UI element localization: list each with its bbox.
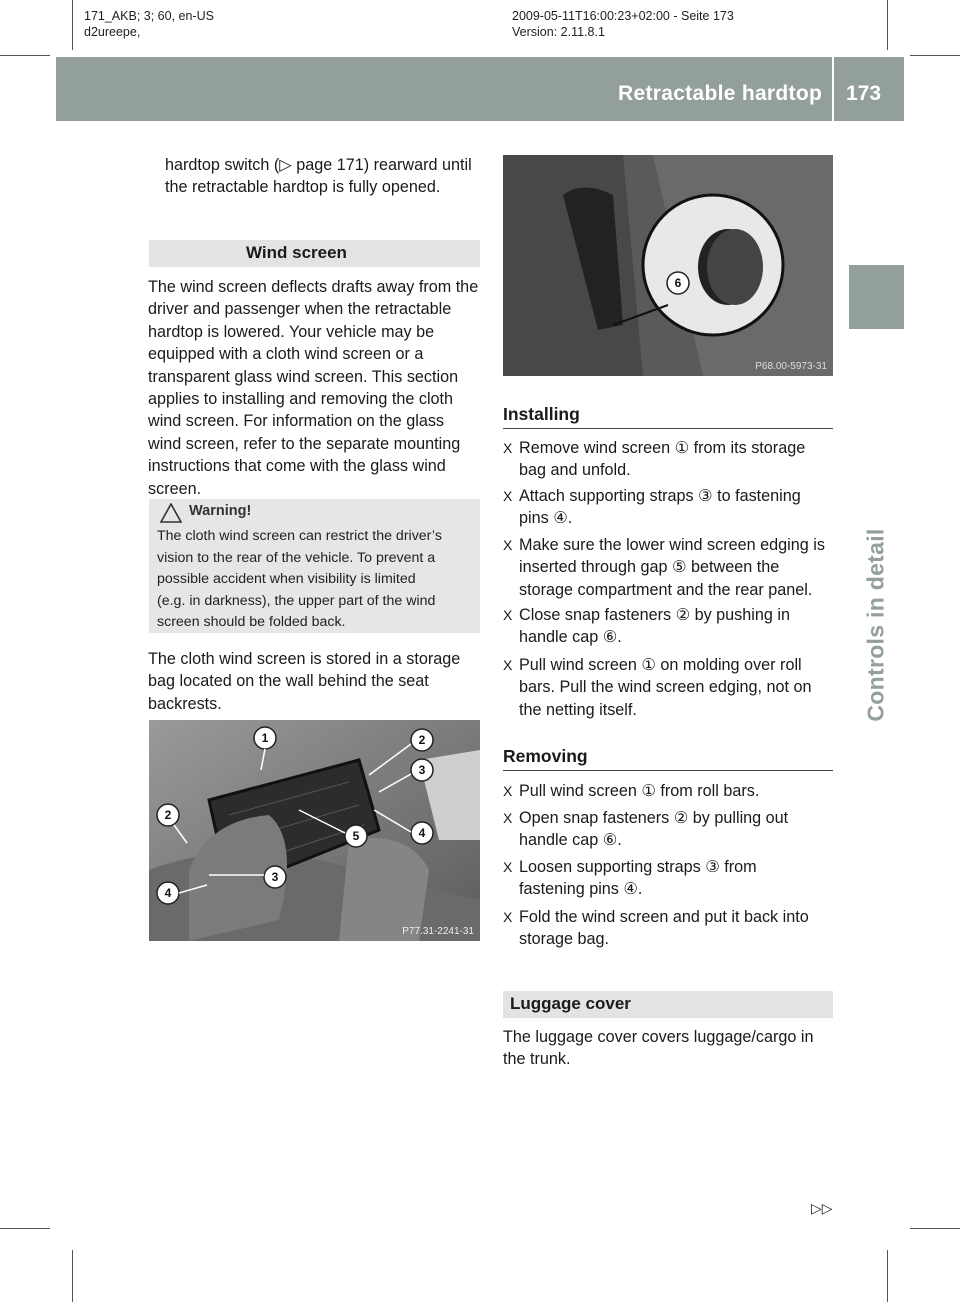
continue-arrows-icon: ▷▷ (811, 1200, 833, 1216)
page-title: Retractable hardtop (618, 82, 823, 105)
section-heading: Wind screen (246, 243, 347, 262)
text-line: The wind screen deflects drafts away from the (148, 278, 479, 296)
callout-label: 5 (352, 829, 360, 843)
wind-screen-figure (149, 720, 480, 941)
callout-label: 3 (418, 763, 426, 777)
step-line: Attach supporting straps ③ to fastening (519, 487, 801, 505)
wind-screen-paragraph (148, 276, 484, 500)
step-item (503, 534, 835, 601)
text-line: applies to installing and removing the cloth (148, 390, 454, 409)
step-line: storage bag. (519, 930, 609, 949)
step-marker: X (503, 810, 513, 826)
crop-mark (887, 0, 888, 50)
step-marker: X (503, 859, 513, 875)
warning-text (157, 526, 477, 634)
header-divider (832, 57, 834, 121)
text-line: the retractable hardtop is fully opened. (165, 178, 441, 197)
step-line: Pull wind screen ① on molding over roll (519, 656, 802, 674)
step-line: bars. Pull the wind screen edging, not on (519, 678, 812, 697)
warning-line: screen should be folded back. (157, 614, 346, 630)
step-marker: X (503, 488, 513, 504)
storage-paragraph (148, 648, 484, 715)
text-line: wind screen. For information on the glass (148, 412, 445, 431)
step-line: storage compartment and the rear panel. (519, 580, 813, 599)
text-line: hardtop switch (▷ page 171) rearward until (165, 156, 472, 174)
crop-mark (72, 1250, 73, 1302)
warning-line: vision to the rear of the vehicle. To prevent a (157, 549, 436, 566)
step-marker: X (503, 440, 513, 456)
text-line: wind screen, refer to the separate mounting (148, 434, 461, 453)
luggage-paragraph (503, 1026, 839, 1071)
step-line: pins ④. (519, 509, 573, 528)
page-number: 173 (846, 82, 882, 105)
step-line: handle cap ⑥. (519, 831, 622, 850)
step-line: Close snap fasteners ② by pushing in (519, 606, 790, 624)
step-marker: X (503, 607, 513, 623)
crop-mark (0, 1228, 50, 1229)
warning-line: possible accident when visibility is limited (157, 571, 416, 587)
figure-reference: P68.00-5973-31 (755, 361, 827, 372)
section-heading: Luggage cover (510, 994, 631, 1013)
text-line: equipped with a cloth wind screen or a (148, 345, 424, 364)
figure-reference: P77.31-2241-31 (402, 926, 474, 937)
meta-line: 171_AKB; 3; 60, en-US (84, 9, 214, 23)
warning-line: (e.g. in darkness), the upper part of the wind (157, 592, 436, 609)
step-item (503, 437, 835, 482)
warning-line: The cloth wind screen can restrict the driver’s (157, 528, 442, 544)
step-line: Open snap fasteners ② by pulling out (519, 809, 789, 827)
intro-paragraph (165, 154, 485, 199)
callout-label: 2 (164, 808, 172, 822)
step-line: Fold the wind screen and put it back into (519, 908, 809, 926)
text-line: instructions that come with the glass wind (148, 457, 446, 476)
callout-label: 6 (674, 276, 682, 290)
divider (503, 770, 833, 771)
text-line: screen. (148, 479, 202, 498)
crop-mark (910, 1228, 960, 1229)
step-line: bag and unfold. (519, 461, 631, 480)
handle-cap-illustration (503, 155, 833, 376)
step-line: fastening pins ④. (519, 880, 643, 899)
handle-cap-figure (503, 155, 833, 376)
text-line: The cloth wind screen is stored in a storage (148, 650, 461, 668)
step-item (503, 906, 835, 951)
text-line: hardtop is lowered. Your vehicle may be (148, 322, 435, 341)
text-line: driver and passenger when the retractable (148, 300, 452, 319)
text-line: the trunk. (503, 1050, 571, 1069)
text-line: backrests. (148, 694, 222, 713)
step-line: Loosen supporting straps ③ from (519, 858, 757, 876)
wind-screen-illustration (149, 720, 480, 941)
step-item (503, 856, 835, 901)
step-line: the netting itself. (519, 700, 637, 719)
crop-mark (72, 0, 73, 50)
text-line: The luggage cover covers luggage/cargo in (503, 1028, 814, 1046)
chapter-label: Controls in detail (862, 528, 889, 722)
meta-line: d2ureepe, (84, 25, 141, 39)
crop-mark (0, 55, 50, 56)
callout-label: 4 (164, 886, 172, 900)
installing-heading: Installing (503, 404, 580, 424)
step-line: Pull wind screen ① from roll bars. (519, 782, 760, 800)
step-marker: X (503, 657, 513, 673)
callout-label: 4 (418, 826, 426, 840)
step-line: inserted through gap ⑤ between the (519, 558, 780, 577)
print-meta-left (84, 8, 214, 40)
step-marker: X (503, 783, 513, 799)
callout-label: 3 (271, 870, 279, 884)
removing-heading: Removing (503, 746, 588, 766)
crop-mark (910, 55, 960, 56)
step-line: handle cap ⑥. (519, 628, 622, 647)
warning-title: Warning! (189, 503, 252, 519)
step-item (503, 780, 835, 802)
meta-line: 2009-05-11T16:00:23+02:00 - Seite 173 (512, 9, 734, 23)
divider (503, 428, 833, 429)
step-item (503, 604, 835, 649)
meta-line: Version: 2.11.8.1 (512, 25, 605, 39)
callout-label: 2 (418, 733, 426, 747)
crop-mark (887, 1250, 888, 1302)
callout-label: 1 (261, 731, 269, 745)
section-bar-luggage-cover (503, 991, 833, 1018)
step-item (503, 807, 835, 852)
text-line: transparent glass wind screen. This section (148, 367, 459, 386)
step-item (503, 654, 835, 721)
step-item (503, 485, 835, 530)
step-line: Make sure the lower wind screen edging is (519, 536, 825, 554)
step-marker: X (503, 537, 513, 553)
text-line: bag located on the wall behind the seat (148, 672, 429, 691)
step-line: Remove wind screen ① from its storage (519, 439, 806, 457)
chapter-tab (849, 265, 904, 329)
section-bar-wind-screen (149, 240, 480, 267)
step-marker: X (503, 909, 513, 925)
warning-triangle-icon (160, 503, 182, 523)
print-meta-right (512, 8, 734, 40)
